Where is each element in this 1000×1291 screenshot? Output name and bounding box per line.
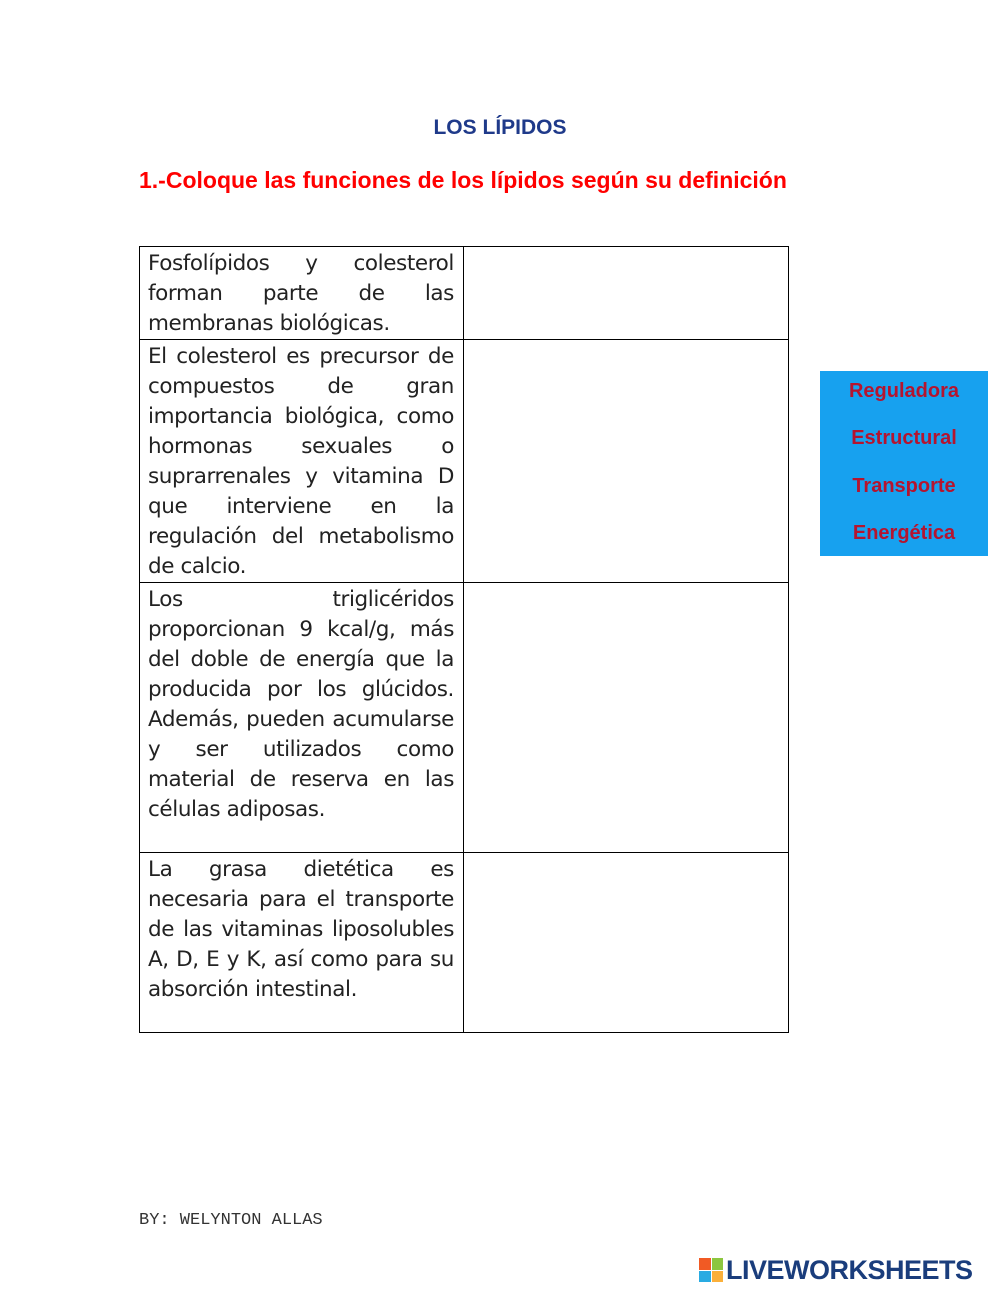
options-panel <box>820 371 988 556</box>
definition-cell: El colesterol es precursor de compuestos de gran importancia biológica, como hormonas sexuales o suprarrenales y vitamina D que interviene en la regulación del metabolismo de calcio. <box>140 340 464 583</box>
option-estructural[interactable]: Estructural <box>851 427 957 449</box>
exercise-instruction: 1.-Coloque las funciones de los lípidos según su definición <box>139 167 787 193</box>
page-title: LOS LÍPIDOS <box>433 116 567 139</box>
table-row <box>140 583 789 853</box>
answer-drop-cell[interactable] <box>464 583 789 853</box>
definition-cell: Fosfolípidos y colesterol forman parte de las membranas biológicas. <box>140 247 464 340</box>
liveworksheets-logo-icon <box>699 1258 723 1282</box>
definition-cell: La grasa dietética es necesaria para el transporte de las vitaminas liposolubles A, D, E y K, así como para su absorción intestinal. <box>140 853 464 1033</box>
table-row <box>140 247 789 340</box>
option-transporte[interactable]: Transporte <box>852 475 956 497</box>
matching-table <box>139 246 789 1033</box>
brand-name: LIVEWORKSHEETS <box>726 1254 973 1285</box>
brand-logo[interactable] <box>699 1256 973 1284</box>
author-credit: BY: WELYNTON ALLAS <box>139 1211 323 1230</box>
table-row <box>140 340 789 583</box>
definition-cell: Los triglicéridos proporcionan 9 kcal/g, más del doble de energía que la producida por los glúcidos. Además, pueden acumularse y ser utilizados como material de reserva en las células adiposas. <box>140 583 464 853</box>
answer-drop-cell[interactable] <box>464 853 789 1033</box>
option-reguladora[interactable]: Reguladora <box>848 380 960 402</box>
option-energetica[interactable]: Energética <box>852 522 956 544</box>
table-row <box>140 853 789 1033</box>
answer-drop-cell[interactable] <box>464 247 789 340</box>
answer-drop-cell[interactable] <box>464 340 789 583</box>
